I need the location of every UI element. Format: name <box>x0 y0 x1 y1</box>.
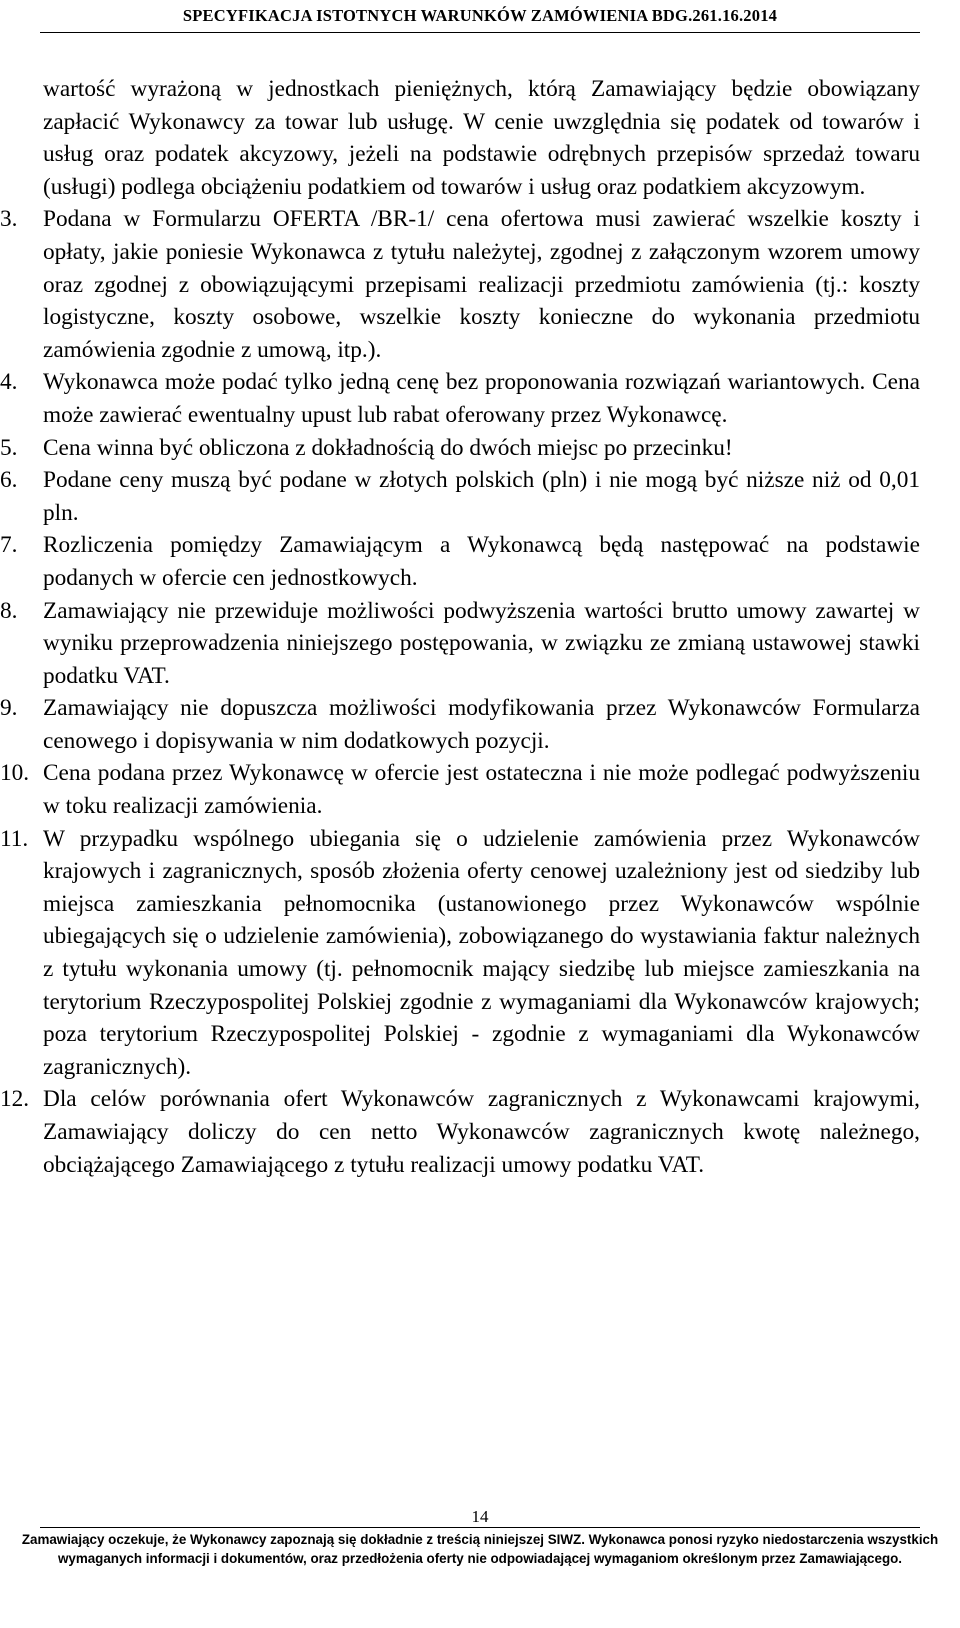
list-item-4 <box>0 366 920 431</box>
list-item-number: 12. <box>0 1086 30 1113</box>
list-item-11 <box>0 823 920 1084</box>
list-item-9 <box>0 692 920 757</box>
list-item-number: 8. <box>0 597 18 624</box>
list-item-text: Zamawiający nie dopuszcza możliwości modyfikowania przez Wykonawców Formularza cenowego i dopisywania w nim dodatkowych pozycji. <box>43 695 920 754</box>
list-item-7 <box>0 529 920 594</box>
page-footer <box>20 1530 940 1568</box>
list-item-number: 5. <box>0 434 18 461</box>
list-item-6 <box>0 464 920 529</box>
list-item-text: Podana w Formularzu OFERTA /BR-1/ cena ofertowa musi zawierać wszelkie koszty i opłaty, jakie poniesie Wykonawca z tytułu należytej, zgodnej z załączonym wzorem umowy oraz zgodnej z obowiązującymi przepisami realizacji przedmiotu zamówienia (tj.: koszty logistyczne, koszty osobowe, wszelkie koszty konieczne do wykonania przedmiotu zamówienia zgodnie z umową, itp.). <box>43 206 920 363</box>
list-item-text: Cena winna być obliczona z dokładnością do dwóch miejsc po przecinku! <box>43 434 733 461</box>
list-item-number: 10. <box>0 760 30 787</box>
list-item-text: W przypadku wspólnego ubiegania się o udzielenie zamówienia przez Wykonawców krajowych i zagranicznych, sposób złożenia oferty cenowej uzależniony jest od siedziby lub miejsca zamieszkania pełnomocnika (ustanowionego przez Wykonawców wspólnie ubiegających się o udzielenie zamówienia), zobowiązanego do wystawiania faktur należnych z tytułu wykonania umowy (tj. pełnomocnik mający siedzibę lub miejsce zamieszkania na terytorium Rzeczypospolitej Polskiej zgodnie z wymaganiami dla Wykonawców krajowych; poza terytorium Rzeczypospolitej Polskiej - zgodnie z wymaganiami dla Wykonawców zagranicznych). <box>43 825 920 1080</box>
list-item-number: 4. <box>0 369 18 396</box>
list-item-8 <box>0 595 920 693</box>
list-item-number: 6. <box>0 467 18 494</box>
list-item-10 <box>0 757 920 822</box>
list-item-12 <box>0 1083 920 1181</box>
footer-line: wymaganych informacji i dokumentów, oraz przedłożenia oferty nie odpowiadającej wymaganiom określonym przez Zamawiającego. <box>57 1551 903 1566</box>
list-item-text: Rozliczenia pomiędzy Zamawiającym a Wykonawcą będą następować na podstawie podanych w ofercie cen jednostkowych. <box>43 532 920 591</box>
footer-divider <box>40 1527 920 1528</box>
list-item-5 <box>0 432 920 465</box>
list-item-3 <box>0 203 920 366</box>
document-body <box>0 73 920 1181</box>
page-header: SPECYFIKACJA ISTOTNYCH WARUNKÓW ZAMÓWIENIA BDG.261.16.2014 <box>182 6 778 25</box>
list-item-text: Podane ceny muszą być podane w złotych polskich (pln) i nie mogą być niższe niż od 0,01 pln. <box>43 467 920 526</box>
intro-paragraph: wartość wyrażoną w jednostkach pieniężnych, którą Zamawiający będzie obowiązany zapłacić Wykonawcy za towar lub usługę. W cenie uwzględnia się podatek od towarów i usług oraz podatek akcyzowy, jeżeli na podstawie odrębnych przepisów sprzedaż towaru (usługi) podlega obciążeniu podatkiem od towarów i usług oraz podatkiem akcyzowym. <box>43 76 920 200</box>
list-item-text: Dla celów porównania ofert Wykonawców zagranicznych z Wykonawcami krajowymi, Zamawiający doliczy do cen netto Wykonawców zagranicznych kwotę należnego, obciążającego Zamawiającego z tytułu realizacji umowy podatku VAT. <box>43 1086 920 1178</box>
list-item-number: 9. <box>0 695 18 722</box>
list-item-number: 7. <box>0 532 18 559</box>
footer-line: Zamawiający oczekuje, że Wykonawcy zapoznają się dokładnie z treścią niniejszej SIWZ. Wykonawca ponosi ryzyko niedostarczenia wszystkich <box>21 1532 939 1547</box>
list-item-number: 11. <box>0 825 29 852</box>
list-item-number: 3. <box>0 206 18 233</box>
header-divider <box>40 32 920 33</box>
list-item-text: Zamawiający nie przewiduje możliwości podwyższenia wartości brutto umowy zawartej w wyniku przeprowadzenia niniejszego postępowania, w związku ze zmianą ustawowej stawki podatku VAT. <box>43 597 920 689</box>
list-item-text: Wykonawca może podać tylko jedną cenę bez proponowania rozwiązań wariantowych. Cena może zawierać ewentualny upust lub rabat oferowany przez Wykonawcę. <box>43 369 920 428</box>
list-item-text: Cena podana przez Wykonawcę w ofercie jest ostateczna i nie może podlegać podwyższeniu w toku realizacji zamówienia. <box>43 760 920 820</box>
page-number: 14 <box>471 1507 489 1526</box>
